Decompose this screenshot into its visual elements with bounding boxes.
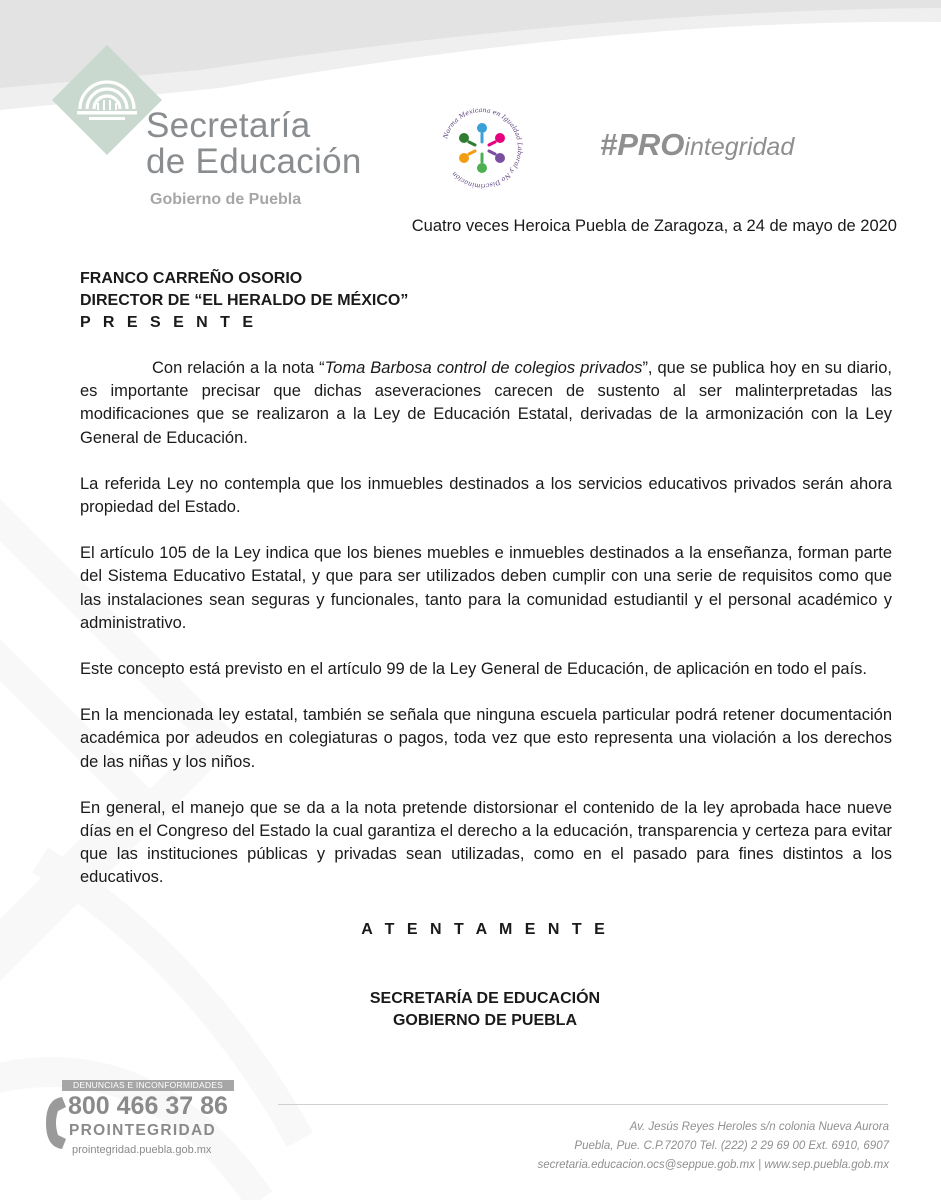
phone-icon xyxy=(40,1093,70,1153)
paragraph-3: El artículo 105 de la Ley indica que los bienes muebles e inmuebles destinados a la enseñanza, forman parte del Sistema Educativo Estatal, y que para ser utilizados deben cumplir con una serie de requisitos como que las instalaciones sean seguras y funcionales, tanto para la comunidad estudiantil y el personal académico y administrativo. xyxy=(80,544,892,632)
paragraph-6: En general, el manejo que se da a la nota pretende distorsionar el contenido de la ley aprobada hace nueve días en el Congreso del Estado la cual garantiza el derecho a la educación, transparencia y certeza para evitar que las instituciones públicas y privadas sean utilizadas, como en el pasado para fines distintos a los educativos. xyxy=(80,798,892,887)
hashtag-bold: #PRO xyxy=(600,127,685,162)
hotline-label: DENUNCIAS E INCONFORMIDADES xyxy=(62,1080,234,1091)
org-name-line1: Secretaría xyxy=(146,106,311,145)
hotline-number: 800 466 37 86 xyxy=(68,1092,228,1120)
prointegridad-hashtag xyxy=(600,127,794,163)
article-title: Toma Barbosa control de colegios privados xyxy=(324,359,643,377)
seal-text: Norma Mexicana en Igualdad Laboral y No Discriminación xyxy=(441,105,525,191)
letter-body xyxy=(80,357,892,913)
org-name-line2: de Educación xyxy=(146,142,362,181)
addressee-title: DIRECTOR DE “EL HERALDO DE MÉXICO” xyxy=(80,292,409,309)
equality-seal xyxy=(432,98,532,198)
addressee-block xyxy=(80,268,408,334)
p1-text-start: Con relación a la nota “ xyxy=(152,359,325,377)
hotline-url: prointegridad.puebla.gob.mx xyxy=(72,1144,212,1156)
closing-salutation: A T E N T A M E N T E xyxy=(361,921,609,938)
paragraph-1 xyxy=(80,357,892,450)
address-line2: Puebla, Pue. C.P.72070 Tel. (222) 2 29 69 00 Ext. 6910, 6907 xyxy=(574,1140,889,1152)
paragraph-5: En la mencionada ley estatal, también se señala que ninguna escuela particular podrá retener documentación académica por adeudos en colegiaturas o pagos, toda vez que esto representa una violación a los derechos de las niñas y los niños. xyxy=(80,706,892,771)
addressee-name: FRANCO CARREÑO OSORIO xyxy=(80,270,303,287)
addressee-present: P R E S E N T E xyxy=(80,314,258,331)
footer-address xyxy=(537,1118,889,1175)
signature-line1: SECRETARÍA DE EDUCACIÓN xyxy=(369,990,601,1007)
paragraph-4: Este concepto está previsto en el artículo 99 de la Ley General de Educación, de aplicación en todo el país. xyxy=(80,660,868,679)
footer-divider xyxy=(278,1104,888,1105)
address-line3: secretaria.educacion.ocs@seppue.gob.mx | www.sep.puebla.gob.mx xyxy=(537,1159,889,1171)
hashtag-rest: integridad xyxy=(684,133,795,161)
letter-date: Cuatro veces Heroica Puebla de Zaragoza, a 24 de mayo de 2020 xyxy=(411,217,897,235)
hotline-brand: PROINTEGRIDAD xyxy=(69,1122,216,1139)
p1-text-end: ”, que se publica hoy en su diario, es importante precisar que dichas aseveraciones carecen de sustento al ser malinterpretadas las modificaciones que se realizaron a la Ley de Educación Estatal, derivadas de la armonización con la Ley General de Educación. xyxy=(80,359,892,447)
org-government: Gobierno de Puebla xyxy=(150,191,302,208)
signature-line2: GOBIERNO DE PUEBLA xyxy=(392,1012,577,1029)
address-line1: Av. Jesús Reyes Heroles s/n colonia Nueva Aurora xyxy=(629,1121,889,1133)
paragraph-2: La referida Ley no contempla que los inmuebles destinados a los servicios educativos privados serán ahora propiedad del Estado. xyxy=(80,474,892,517)
svg-text:Norma Mexicana en Igualdad Lab xyxy=(441,106,524,190)
seal-figures-icon xyxy=(459,123,505,173)
